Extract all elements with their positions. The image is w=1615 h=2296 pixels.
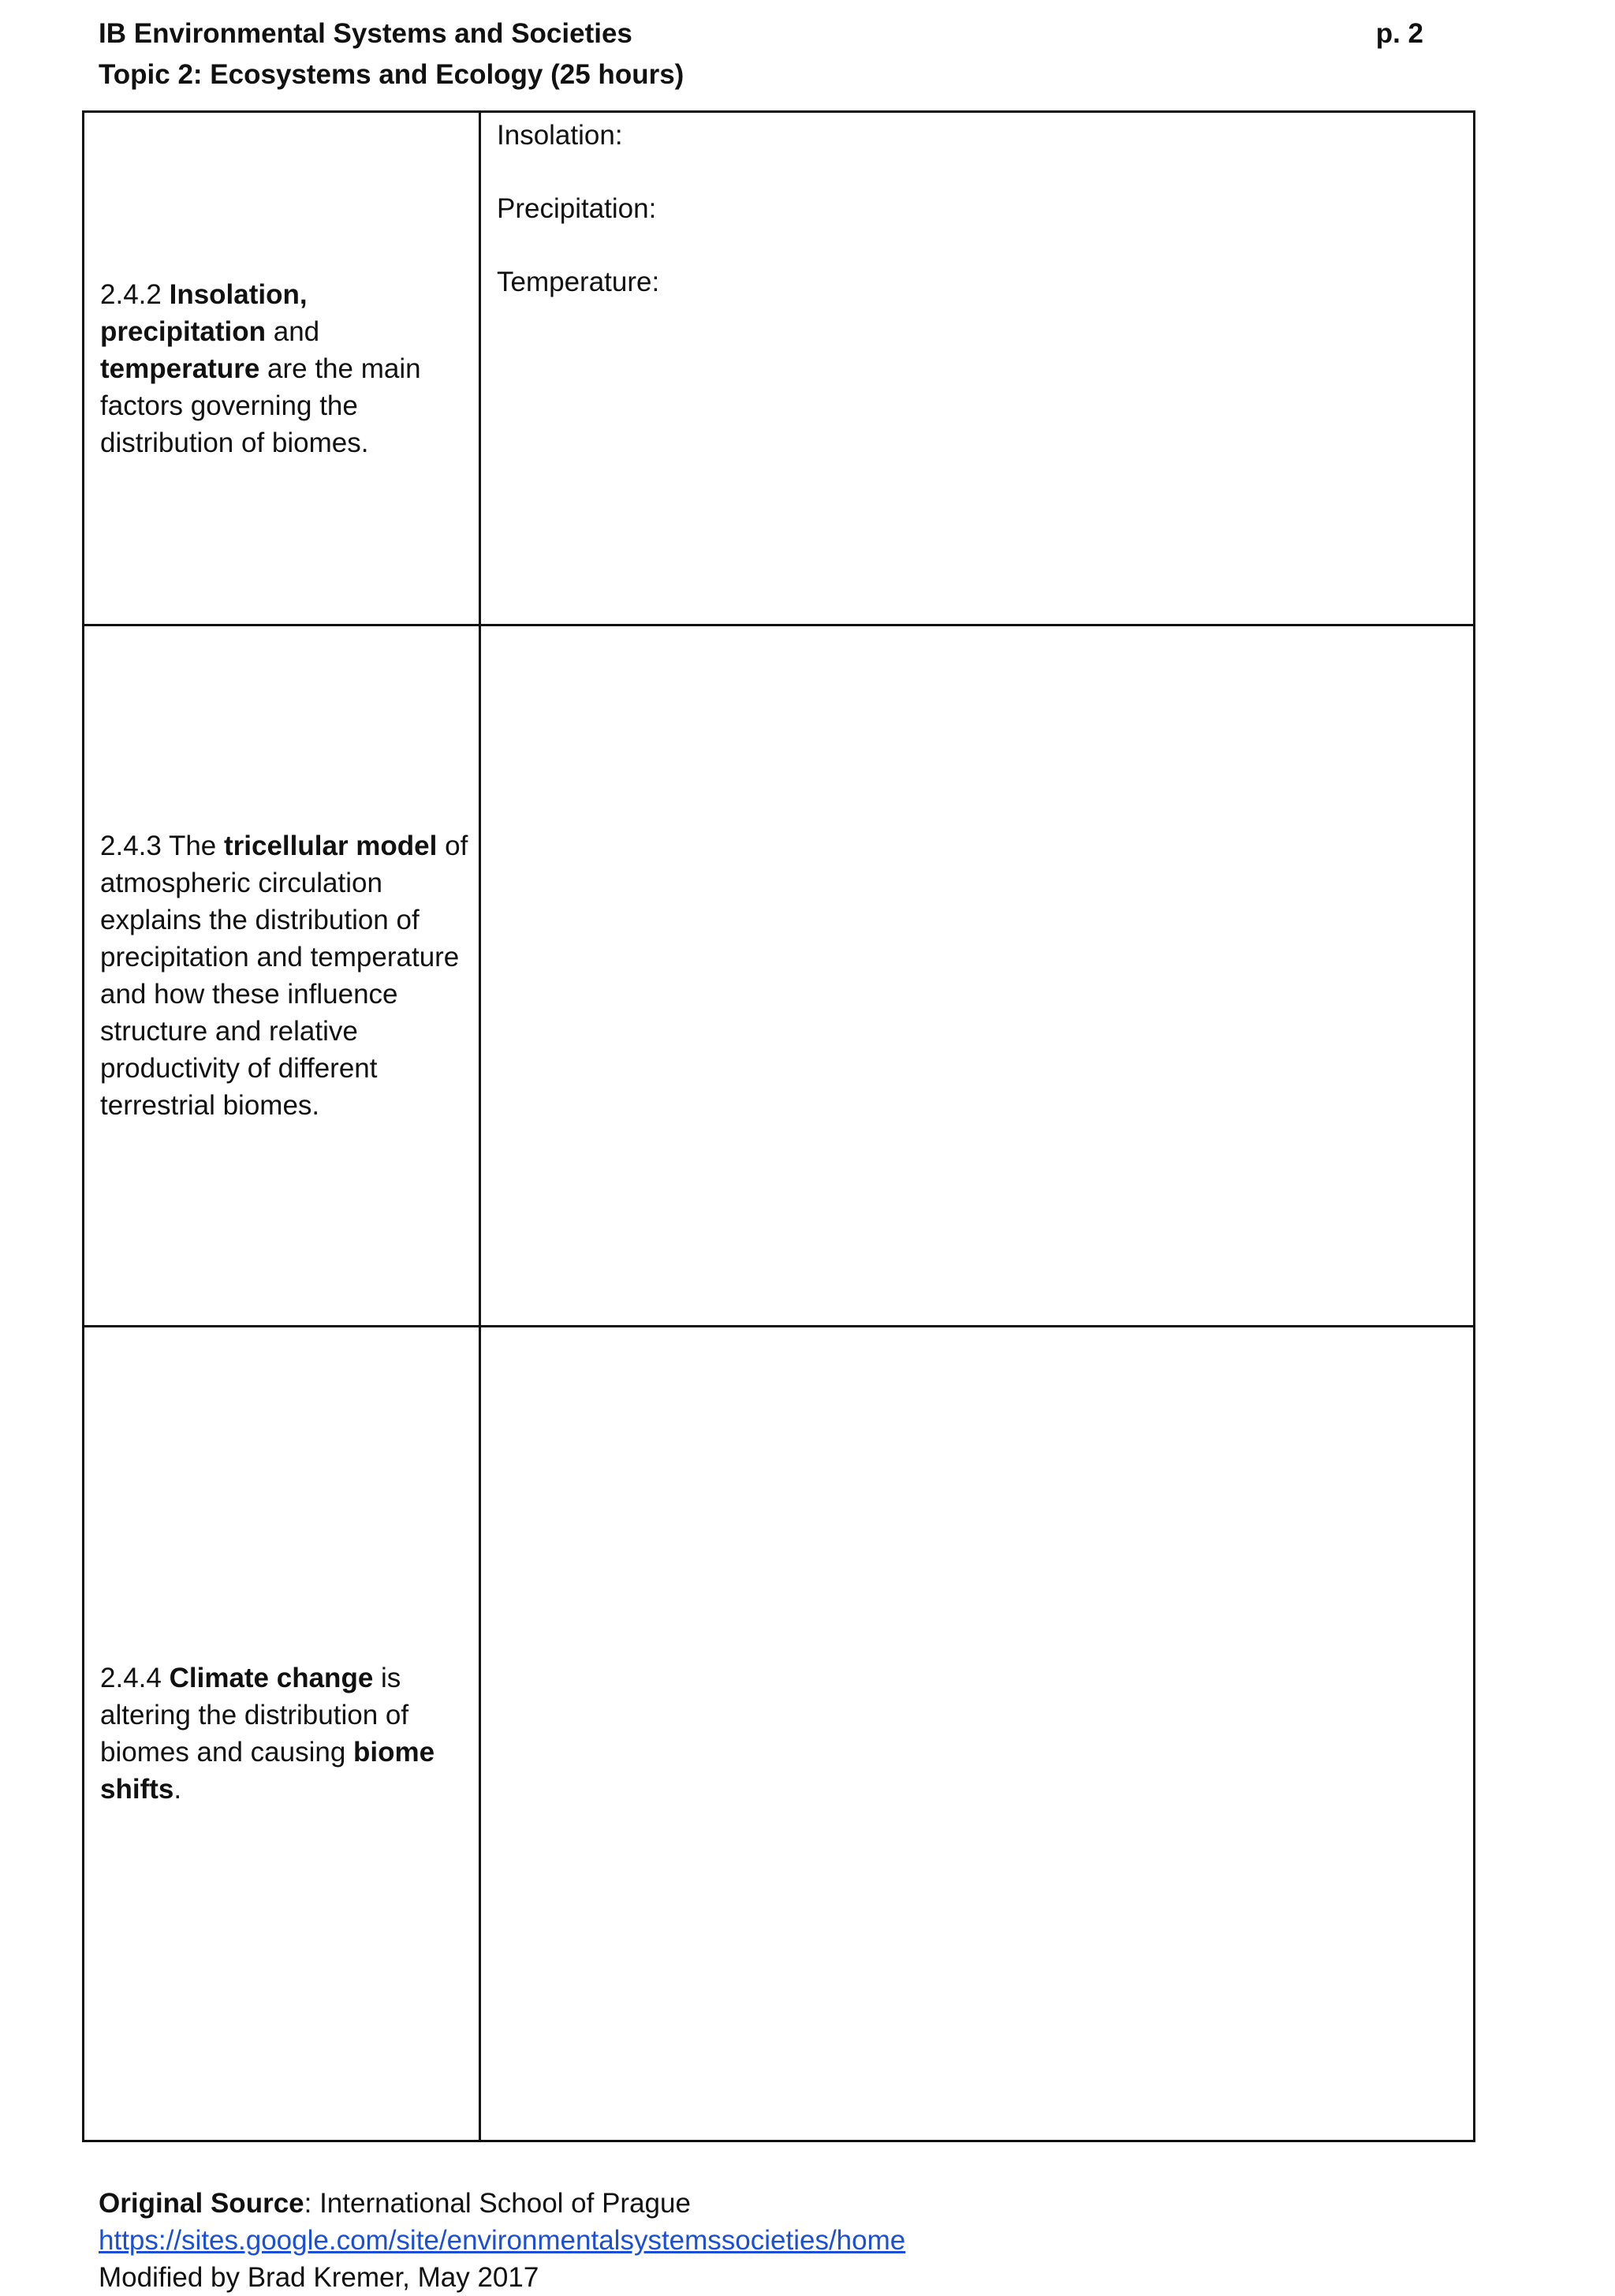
modified-by-line: Modified by Brad Kremer, May 2017: [99, 2262, 539, 2293]
worksheet-table: [82, 110, 1475, 2142]
learning-outcome-text: 2.4.2 Insolation, precipitation and temperature are the main factors governing the distribution of biomes.: [100, 278, 421, 458]
learning-outcome-text: 2.4.4 Climate change is altering the distribution of biomes and causing biome shifts.: [100, 1663, 435, 1805]
learning-outcome-text: 2.4.3 The tricellular model of atmospheric circulation explains the distribution of precipitation and temperature and how these influence structure and relative productivity of different terrestrial biomes.: [100, 831, 468, 1121]
learning-outcome-cell: [84, 1327, 481, 2140]
source-link[interactable]: https://sites.google.com/site/environmentalsystemssocieties/home: [99, 2225, 906, 2256]
notes-cell[interactable]: [481, 1327, 1473, 2140]
table-row: [84, 113, 1473, 626]
topic-title: Topic 2: Ecosystems and Ecology (25 hours): [99, 59, 684, 90]
insolation-prompt: Insolation:: [497, 120, 623, 151]
learning-outcome-cell: [84, 626, 481, 1325]
page-header: [99, 16, 1423, 103]
table-row: [84, 626, 1473, 1327]
source-line: Original Source: International School of Prague: [99, 2188, 691, 2219]
temperature-prompt: Temperature:: [497, 267, 660, 297]
notes-cell[interactable]: [481, 113, 1473, 624]
precipitation-prompt: Precipitation:: [497, 193, 657, 224]
learning-outcome-cell: [84, 113, 481, 624]
notes-cell[interactable]: [481, 626, 1473, 1325]
table-row: [84, 1327, 1473, 2140]
course-title: IB Environmental Systems and Societies: [99, 18, 632, 49]
page-number: p. 2: [1375, 18, 1423, 49]
page-footer: [99, 2185, 1518, 2296]
